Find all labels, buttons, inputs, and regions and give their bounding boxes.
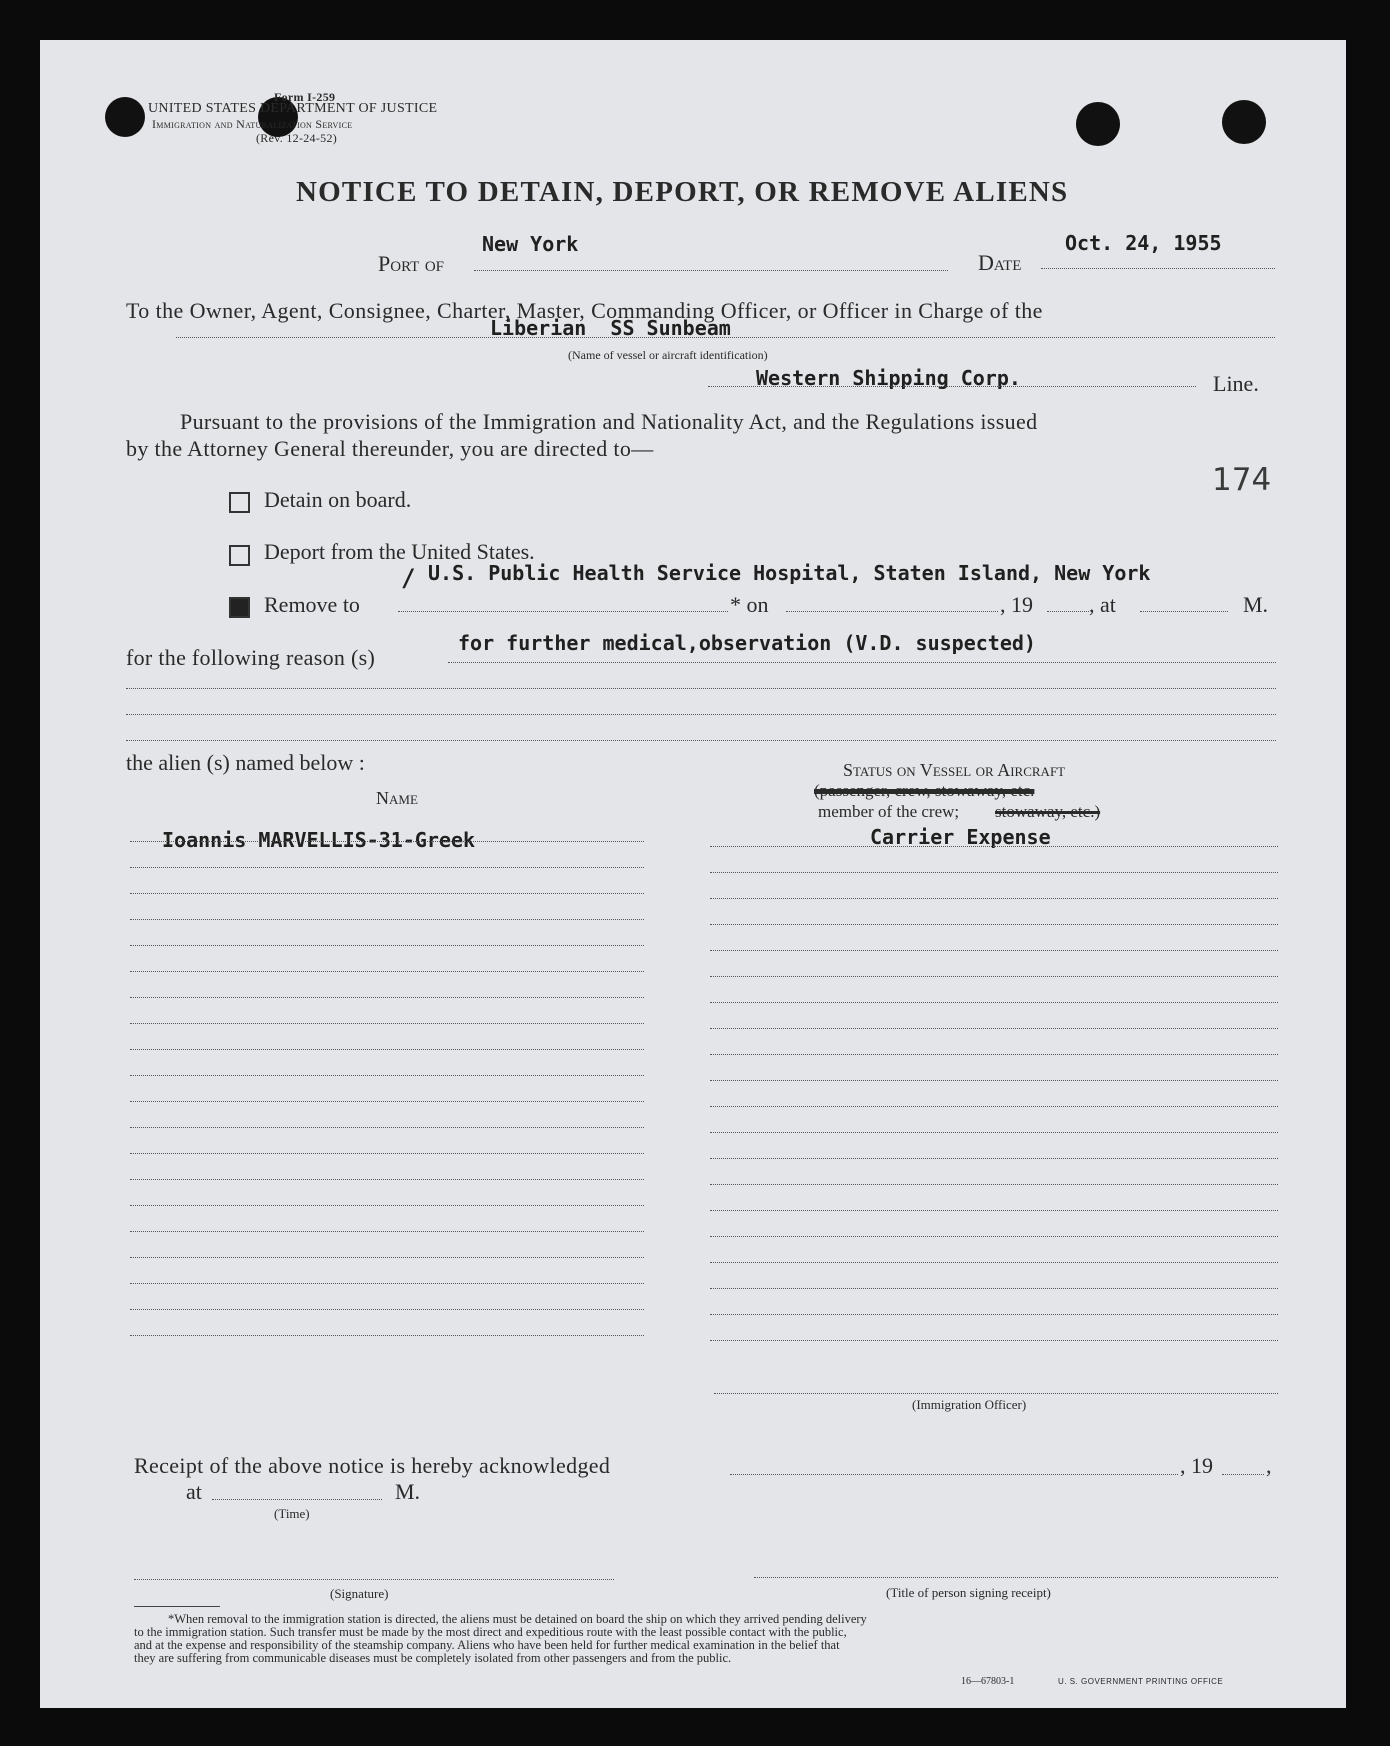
remove-year-line: [1047, 611, 1089, 612]
receipt-year-line: [1222, 1474, 1264, 1475]
vessel-line: [176, 337, 1275, 338]
port-label: Port of: [378, 251, 445, 276]
deport-checkbox[interactable]: [229, 545, 250, 566]
footnote-line-3: and at the expense and responsibility of the steamship company. Aliens who have been held for further medical examination in the belief that: [134, 1638, 840, 1652]
deport-label: Deport from the United States.: [264, 539, 535, 564]
receipt-date-line: [730, 1474, 1178, 1475]
officer-signature-line: [714, 1393, 1278, 1394]
receipt-signature-line: [134, 1579, 614, 1580]
receipt-m-label: M.: [395, 1479, 421, 1504]
status-struck-text: (passenger, crew, stowaway, etc.: [814, 781, 1035, 800]
reason-label: for the following reason (s): [126, 645, 376, 670]
date-value: Oct. 24, 1955: [1065, 231, 1222, 255]
remove-label: Remove to: [264, 592, 360, 617]
footnote-rule: [134, 1606, 220, 1607]
receipt-at-label: at: [186, 1479, 202, 1504]
print-code: 16—67803-1: [961, 1676, 1015, 1687]
reason-line-2: [126, 688, 1276, 689]
punch-hole-right-1: [1076, 102, 1120, 146]
punch-hole-right-2: [1222, 100, 1266, 144]
addressee-text: To the Owner, Agent, Consignee, Charter, Master, Commanding Officer, or Officer in Charge of the: [126, 298, 1043, 323]
footnote-line-1: *When removal to the immigration station is directed, the aliens must be detained on board the ship on which they arrived pending delivery: [168, 1612, 867, 1626]
date-line: [1041, 268, 1275, 269]
vessel-caption: (Name of vessel or aircraft identification): [568, 348, 768, 362]
line-company-line: [708, 386, 1196, 387]
department-line: UNITED STATES DEPARTMENT OF JUSTICE: [148, 101, 438, 116]
line-value: Western Shipping Corp.: [756, 366, 1021, 390]
remove-on-line: [786, 611, 998, 612]
revision-line: (Rev. 12-24-52): [256, 131, 338, 145]
receipt-title-line: [754, 1577, 1278, 1578]
remove-year-label: , 19: [1000, 592, 1033, 617]
remove-checkbox[interactable]: [229, 597, 250, 618]
alien-row-name: Ioannis MARVELLIS-31-Greek: [162, 828, 476, 852]
remove-slash: /: [401, 564, 416, 592]
signature-caption: (Signature): [330, 1586, 389, 1601]
port-value: New York: [482, 232, 579, 256]
vessel-value: Liberian SS Sunbeam: [490, 316, 731, 340]
line-label: Line.: [1213, 371, 1259, 396]
reason-line-4: [126, 740, 1276, 741]
printer-line: U. S. GOVERNMENT PRINTING OFFICE: [1058, 1677, 1224, 1686]
reason-line-3: [126, 714, 1276, 715]
receipt-time-line: [212, 1499, 382, 1500]
receipt-year-comma: ,: [1266, 1453, 1272, 1478]
remove-to-line: [398, 611, 728, 612]
form-sheet: [40, 40, 1346, 1708]
remove-destination: U.S. Public Health Service Hospital, Staten Island, New York: [428, 561, 1151, 585]
service-line: Immigration and Naturalization Service: [152, 117, 353, 131]
pursuant-line-2: by the Attorney General thereunder, you are directed to—: [126, 436, 654, 461]
detain-label: Detain on board.: [264, 487, 412, 512]
detain-checkbox[interactable]: [229, 492, 250, 513]
punch-hole-left: [105, 97, 145, 137]
time-caption: (Time): [274, 1506, 310, 1521]
remove-at-label: , at: [1089, 592, 1116, 617]
form-number: Form I-259: [274, 90, 336, 104]
name-header: Name: [376, 788, 418, 808]
remove-on-label: * on: [730, 592, 769, 617]
footnote-line-4: they are suffering from communicable diseases must be completely isolated from other passengers and from the public.: [134, 1651, 732, 1665]
footnote-line-2: to the immigration station. Such transfer must be made by the most direct and expeditious route with the least possible contact with the public,: [134, 1625, 847, 1639]
handwritten-number: 174: [1212, 462, 1272, 498]
officer-caption: (Immigration Officer): [912, 1397, 1027, 1412]
status-sub: member of the crew;: [818, 802, 960, 821]
page-title: NOTICE TO DETAIN, DEPORT, OR REMOVE ALIENS: [296, 176, 1069, 208]
aliens-label: the alien (s) named below :: [126, 750, 365, 775]
port-line: [474, 270, 948, 271]
status-sub-struck: stowaway, etc.): [995, 802, 1101, 821]
receipt-year-label: , 19: [1180, 1453, 1213, 1478]
remove-time-line: [1140, 611, 1228, 612]
status-header: Status on Vessel or Aircraft: [843, 760, 1066, 780]
receipt-text: Receipt of the above notice is hereby acknowledged: [134, 1453, 611, 1478]
date-label: Date: [978, 250, 1022, 275]
reason-value: for further medical,observation (V.D. suspected): [458, 631, 1036, 655]
remove-m-label: M.: [1243, 592, 1269, 617]
reason-line-1: [448, 662, 1276, 663]
alien-row-status: Carrier Expense: [870, 825, 1051, 849]
pursuant-line-1: Pursuant to the provisions of the Immigration and Nationality Act, and the Regulations issued: [180, 409, 1038, 434]
title-caption: (Title of person signing receipt): [886, 1585, 1051, 1600]
